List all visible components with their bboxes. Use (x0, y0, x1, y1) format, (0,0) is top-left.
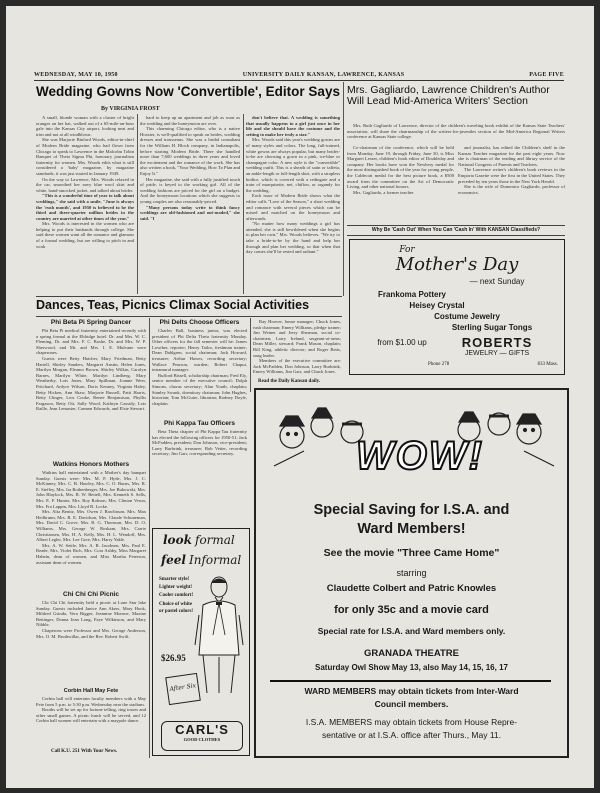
roberts-price: from $1.00 up (377, 338, 427, 347)
wedding-byline: By VIRGINIA FROST (101, 106, 160, 112)
gagliardo-col1-p3: Mrs. Gagliardo, a former teacher (353, 189, 414, 195)
corbin-text (36, 696, 146, 748)
roberts-store: ROBERTS (461, 335, 533, 350)
wedding-col2-p1: hard to keep up an apartment and job as soon as the wedding and the honeymoon are over. (140, 115, 240, 126)
carls-logo (161, 721, 243, 751)
page-masthead (34, 70, 564, 81)
wow-headline: WOW! (356, 434, 484, 478)
granada-headline-2: Ward Members! (357, 521, 466, 537)
roberts-item-2: Heisey Crystal (409, 301, 465, 310)
wedding-column-1 (36, 115, 134, 293)
chi-chi-p2: Chaperons were Professor and Mrs. George Anderson, Mrs. O. M. Bruthwillar, and the Rev. Robert Swift. (36, 627, 146, 639)
wedding-headline: Wedding Gowns Now 'Convertible', Editor Says (36, 84, 340, 99)
wedding-col1-p2: She was Marjorie Binford Woods, editor-in-chief of Modern Bride magazine, who had flown from Chicago to speak to Lawrence in the Malcolm Tobin Banquet of Theta Sigma Phi, honorary journalism fraternity for women. Mrs. Woods edits what is still considered a 'baby' magazine, by magazine standards; it was just started in January 1949. (36, 137, 134, 176)
carls-store: CARL'S (175, 722, 229, 737)
watkins-p2: Mrs. Alta Benitz, Mrs. Owen J. Rawlinson, Mrs. Max Heilbrunn, Mrs. R. E. Davidson, Mrs. Claude Schuneman, Mrs. David C. Grove, Mrs. R. G. Thomson, Mrs. D. O. Williams, Mrs. George W. Roskam, Mrs. Carrie Christiansen, Mrs. H. A. Kelly, Mrs. H. L. Wendoff, Mrs. Albert Legler, Mrs. Lee Gore, Mrs. Harry Yakle. (36, 509, 146, 543)
wedding-col3-p4: "No matter how many weddings a girl has attended, she is still bewildered when she begins to plan her own," Mrs. Woods believes. "We try to take a bride-to-be by the hand and help her through and plan her wedding, so that when that day comes she'll be rested and radiant." (246, 221, 340, 255)
wedding-col2-p2: This charming Chicago editor, who is a native Hoosier, is well-qualified to speak on brides, wedding dresses and trousseaus. She was a bridal consultant for the William H. Block company, in Indianapolis, before starting Modern Bride. There she handled more than 7,600 weddings in three years and loved the excitement and the romance of the work. She has also written a book, "Your Wedding, How To Plan and Enjoy It." (140, 126, 240, 176)
carls-point-2: Lighter weight! (159, 585, 193, 590)
chi-chi-text (36, 600, 146, 684)
newspaper-page (6, 6, 594, 788)
carls-formal: formal (195, 533, 235, 547)
granada-headline-1: Special Saving for I.S.A. and (313, 502, 510, 518)
wedding-column-2 (140, 115, 240, 293)
granada-ward-line-1: WARD MEMBERS may obtain tickets from Inter-Ward (304, 686, 519, 696)
carls-look: look (163, 533, 192, 547)
gagliardo-lead-p: Mrs. Ruth Gagliardo of Lawrence, director of the children's traveling book exhibit of the Kansas State Teachers' association, will share the chairmanship of the writers-for-juveniles section of the Mid-America Regional Writers conference at Kansas State college. (347, 123, 565, 140)
granada-isa-line-1: I.S.A. MEMBERS may obtain tickets from House Repre- (305, 717, 518, 727)
watkins-p1: Watkins hall entertained with a Mother's day banquet Sunday. Guests were: Mrs. M. F. Hyde, Mrs. J. C. McKinney, Mrs. C. B. Hawley, Mrs. C. O. Burns, Mrs. R. E. Steffey, Mrs. Ira Rothenberger, Mrs. Joe Bukowski, Mrs. John Blaylock, Mrs. R. W. Bettell, Mrs. Kenneth S. Sells, Mrs. E. F. Hunter, Mrs. Roy Robson, Mrs. Clinton Veron, Mrs. Fra Lappin, Mrs. Lloyd B. Locke. (36, 470, 146, 509)
roberts-mothers-day: Mother's Day (395, 254, 519, 275)
carls-informal: Informal (189, 553, 242, 567)
wedding-col1-p3: On the way to Lawrence, Mrs. Woods relaxed in the car, smoothed her navy blue wool skirt and white, hand-smocked jacket, and talked about brides. (36, 176, 134, 193)
chi-chi-p1: Chi Chi Chi fraternity held a picnic at Lone Star lake Sunday. Guests included Janice Ann Akers, Mary Hook, Mildred Gsinda, Vera Bigger, Jeannine Monroe, Maxine Bettinger, Donna Jean Long, Faye Wilkinson, and Mary Nibble. (36, 600, 146, 628)
phi-beta-pi-title: Phi Beta Pi Spring Dancer (50, 319, 132, 326)
chi-chi-title: Chi Chi Chi Picnic (63, 591, 119, 598)
carls-point-3: Cooler comfort! (159, 593, 194, 598)
wedding-col1-p1: A small, blonde woman with a cluster of bright oranges on her hat, walked out of a 65-mile-an-hour gale into the Kansas City airport, looking neat and trim and not at all windblown. (36, 115, 134, 137)
classifieds-promo: Why Be 'Cash Out' When You Can 'Cash In' With KANSAN Classifieds? (371, 227, 541, 233)
wedding-col1-p4: "This is a wonderful time of year to talk about weddings," she said with a smile. "June is always the 'rush month', and 1950 is believed to be the third and three-quarter million brides in the country are married at other times of the year." (36, 193, 134, 221)
wedding-col3-p3: Each issue of Modern Bride shows what the editor calls "Love of the Season," a short wedding and romance with several pieces which can be mixed and matched on the honeymoon and afterwards. (246, 193, 340, 221)
carls-ad (152, 528, 250, 756)
phi-kappa-tau-p2: Ray Hoover, house manager; Chuck Jones, rush chairman; Emery Williams, pledge trainer; Jim Weiner and Jerry Sherman, social co-chairmen; Larry Ireland, sergeant-at-arms; Dean Miller, steward; Frank Mason, chaplain; Bill King, athletic director; and Roger Betts, song leader. (253, 319, 341, 358)
wedding-column-3 (246, 115, 340, 293)
corbin-footer: Call K.U. 251 With Your News. (51, 749, 118, 754)
man-in-dinner-jacket-illustration (193, 575, 245, 695)
roberts-for: For (399, 245, 415, 255)
roberts-item-1: Frankoma Pottery (377, 290, 447, 299)
wedding-col3-p1: don't believe that. A wedding is something that usually happens to a girl just once in her life and she should have the costume and the setting to make her truly a star." (246, 115, 340, 137)
phi-delts-p1: Charles Ball, business junior, was elected president of Phi Delta Theta fraternity Monday. Other officers for the fall semester will be: James Lowther, reporter; Henry Tailor, freshman trainer; Dean Dahlgren, social chairman; Jack Howard, treasurer; Arthur Hawes, recording secretary; Wallace Pearson, warden; Robert Chaput, intramural manager. (152, 328, 247, 373)
gagliardo-headline: Mrs. Gagliardo, Lawrence Children's Author Will Lead Mid-America Writers' Section (347, 84, 550, 108)
granada-dates: Saturday Owl Show May 13, also May 14, 15, 16, 17 (315, 663, 508, 672)
granada-special-rate: Special rate for I.S.A. and Ward members only. (317, 626, 506, 636)
social-headline: Dances, Teas, Picnics Climax Social Activities (36, 298, 310, 312)
gagliardo-column-2 (458, 145, 565, 224)
phi-delts-p2: Bufford Bissell, scholarship chairman; Fred Ely, senior member of the executive council; Dolph Simons, chorus secretary; Alan Youth, chaplain; Stanley Swank, dormitory chairman; John Hughes, historian; Tom McGuire, librarian; Rodney Doyle, chaplain. (152, 372, 247, 406)
granada-see-movie: See the movie "Three Came Home" (323, 547, 500, 559)
granada-ad (254, 388, 569, 758)
watkins-title: Watkins Honors Mothers (52, 461, 130, 468)
read-kansan-line: Read the Daily Kansan daily. (258, 379, 321, 384)
phi-beta-pi-text (36, 328, 146, 422)
corbin-p2: Booths will be set up for fortune telling, ring tosses and other small games. A picnic lunch will be served, and 12 Corbin hall women will entertain with a maypole dance. (36, 707, 146, 724)
phi-delts-text (152, 328, 247, 418)
gagliardo-col1-p2: Co-chairman of the conference, which will be held from Monday, June 19, through Friday, June 30, is Miss Margaret Lesser, children's book editor of Doubleday and company. Her books have won the Newbery medal for the most distinguished book of the year for young people, the Caldecott medal for the best picture book, a $500 award from the committee on the Art of Democratic Living, and other national honors. (347, 145, 454, 190)
phi-kappa-tau-title: Phi Kappa Tau Officers (163, 420, 236, 427)
masthead-paper: UNIVERSITY DAILY KANSAN, LAWRENCE, KANSAS (242, 72, 405, 78)
wedding-col1-p5: Mrs. Woods is interested in the women who are helping to put their husbands through college. She said these women want all the romance and glamour of a formal wedding, but are willing to pitch in and work (36, 221, 134, 249)
corbin-title: Corbin Hall May Fete (63, 688, 119, 694)
granada-stars: Claudette Colbert and Patric Knowles (326, 583, 497, 594)
roberts-item-4: Sterling Sugar Tongs (451, 323, 533, 332)
wedding-col2-p3: Her magazine, she said with a fully justified touch of pride, is keyed to the working girl. All of the wedding fashions are priced for the girl on a budget. And the honeymoon locations which she suggests to young couples are also reasonably-priced. (140, 176, 240, 204)
granada-ward-line-2: Council members. (374, 699, 449, 709)
roberts-ad (349, 239, 565, 375)
phi-delts-title: Phi Delts Choose Officers (159, 319, 240, 326)
masthead-page: PAGE FIVE (529, 72, 564, 78)
wedding-col2-p4: "Many persons today write to think fancy weddings are old-fashioned and out-moded," she said. "I (140, 204, 240, 221)
carls-price: $26.95 (161, 653, 186, 663)
wedding-col3-p2: Mrs. Woods said this year's wedding gowns are of many styles and colors. The long, full-trained, white gowns are always popular, but many brides-to-be are choosing a gown in a pink, ice-blue or champagne color. A new style is the "convertible" wedding outfit. This is a sheath of satin or taffeta, an ankle-length or full-length skirt, with a strapless bodice, which is covered with a redingote and a train of marquisette, net, chiffon, or organdy for the wedding. (246, 137, 340, 193)
roberts-item-3: Costume Jewelry (434, 312, 500, 321)
phi-beta-pi-p2: Guests were Betty Hatcher, Mary Friedman, Betty Hartell, Shirley Sanders, Margaret Anstin, Helen Jones, Marilyn Morgan, Eleanor Brown, Shirley Wilkin, Carolyn Barnes, Marilyn White, Marilyn Lindberg, Mary Weatherby, Lois Jones, Mary Spillman, Joanne Weer, Pritchard, Ardyce Wilson, Doris Kenney, Virginia Haley, Betty Hicken, Ann Shaw, Marjorie Russell, Patti Harris, Betty Clinger, Lois Cooke, Renee Benjamison, Phyllis Fargason, Betty Ott, Sally Wood, Kathryn Cassidy, Lois Raille, Jean Lemaster, Carmen Edwards, and Elsie Stewart. (36, 355, 146, 412)
phi-kappa-tau-text-b (253, 319, 341, 377)
gagliardo-col2-p1: and journalist, has edited the Children's shelf in the Kansas Teacher magazine for the past eight years. Now she is chairman of the reading and library service of the National Congress of Parents and Teachers. (458, 145, 565, 167)
phi-kappa-tau-text-a (152, 429, 247, 526)
masthead-date: WEDNESDAY, MAY 10, 1950 (34, 72, 118, 78)
phi-beta-pi-p1: Phi Beta Pi medical fraternity entertained recently with a spring formal at the Eldridge hotel. Dr. and Mrs. W. C. Fleming, Dr. and Mrs. F. C. Boshe, Dr. and Mrs. W. P. Sherwood, and Mr. and Mrs. I. E. Mulvane were chaperones. (36, 328, 146, 356)
after-six-tag (165, 673, 201, 705)
gagliardo-col2-p3: She is the wife of Domenico Gagliardo, professor of economics. (458, 184, 565, 195)
gagliardo-lead (347, 123, 565, 143)
carls-point-4: Choice of white or pastel colors! (159, 602, 194, 614)
watkins-p3: Mrs. A. W. Settle, Mrs. A. R. Jacobsen, Mrs. Paul E. Reade, Mrs. Violet Rich, Mrs. Cora Ashby, Miss Margaret Habein, dean of women, and Miss Martha Peterson, assistant dean of women. (36, 542, 146, 565)
after-six-label: After Six (169, 682, 197, 693)
granada-starring: starring (396, 568, 427, 578)
carls-feel: feel (161, 553, 186, 567)
phi-kappa-tau-p3: Members of the executive committee are: Jack McFadden, Don Johnson, Larry Burbrink, Emery Williams, Jim Garr, and Chuck Jones. (253, 358, 341, 375)
granada-isa-line-2: sentative or at I.S.A. office after Thurs., May 11. (321, 730, 502, 740)
roberts-address: 833 Mass. (537, 362, 558, 367)
granada-price: for only 35c and a movie card (334, 604, 489, 616)
corbin-p1: Corbin hall will entertain faculty members with a May Fete from 5 p.m. to 5:30 p.m. Wednesday near the stadium. (36, 696, 146, 707)
watkins-text (36, 470, 146, 588)
carls-store-sub: GOOD CLOTHES (183, 737, 221, 742)
roberts-phone: Phone 278 (428, 362, 450, 367)
carls-point-1: Smarter style! (159, 577, 190, 582)
roberts-next-sunday: — next Sunday (469, 277, 525, 286)
granada-theatre: GRANADA THEATRE (364, 648, 459, 659)
gagliardo-col2-p2: The Lawrence writer's children's book reviews in the Emporia Gazette were the first in the United States. They preceded by ten years those in the New York Herald. (458, 167, 565, 184)
roberts-store-sub: JEWELRY — GIFTS (464, 350, 530, 357)
gagliardo-column-1 (347, 145, 454, 224)
phi-kappa-tau-p1: Beta Theta chapter of Phi Kappa Tau fraternity has elected the following officers for 1950-51: Jack McFadden, president; Don Johnson, vice-president; Larry Burbrink, treasurer; Bob Vetter, recording secretary; Jim Garr, corresponding secretary. (152, 429, 247, 457)
